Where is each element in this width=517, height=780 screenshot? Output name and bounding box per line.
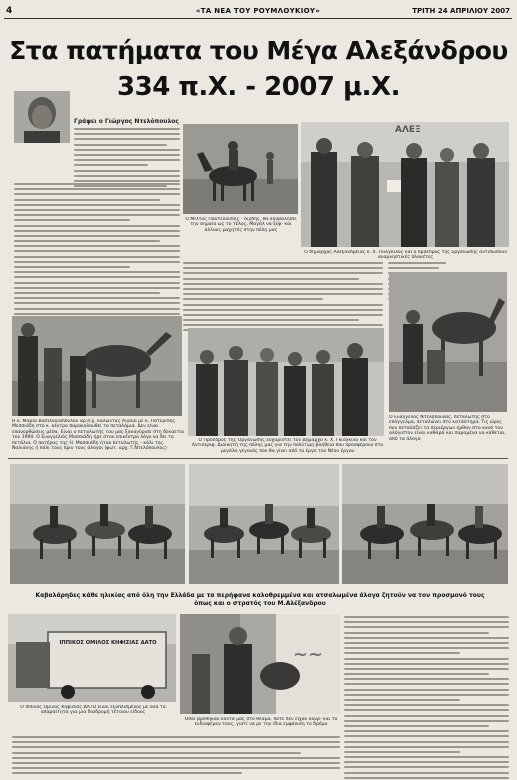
rider-photo-top [183,124,298,214]
intro-text-column [74,128,180,190]
caption-farrier: Ο Ευάγγελος Ντελόπουλος, πεταλωτής στο επάγγελμα, πεταλώνει στο κατάστημα. Τις ώρες που πεταλάζει τα περιέργων ήρθαν στο κανό τον αλόγιστον είναι καθαρά και παραμένα να κάθεται, από τα άλογα [389,415,506,442]
body-text-right-column [344,616,509,780]
author-photo [14,91,70,143]
riders-strip-caption: Καβαλάρηδες κάθε ηλικίας από όλη την Ελλάδα με τα περήφανα καλοθρεμμένα και ατσαλωμένα άλογα ζητούν να τον πρoσμονό τους όπως και ο στρατός του Μ.Αλέξανδρου [35,592,485,607]
caption-rider: Ο Μίλτος Παντελούδης - Λιγδής, θα κουβαλήσει την σημαία ως το τέλος, Μαγάλ να ξεφ- και άλλους μαχητές στην πόλη μας [185,217,297,233]
body-text-left [14,183,180,323]
article-title-line2: 334 π.Χ. - 2007 μ.Χ. [117,72,400,102]
riders-photo-1 [10,464,185,584]
archive-horseshoeing-photo [12,316,182,416]
article-byline: Γράφει ο Γιώργος Ντελόπουλος [74,118,179,125]
caption-plaque: Ο δήμαρχος Αλεξάνδρειας κ. Χ. Γκιόγκιλος και ο πρόεδρος της οργάνωσης αντιδώσουν αναμνηστικές πλακέτες [304,250,507,261]
page-number: 4 [6,6,13,16]
riding-club-truck-photo [8,614,176,702]
spectators-photo [180,614,340,714]
issue-date: ΤΡΙΤΗ 24 ΑΠΡΙΛΙΟΥ 2007 [412,7,510,15]
riders-photo-2 [189,464,339,584]
caption-spectators: Όσοι βρέθηκαν κοντά μας στο θέαμα, ποτέ δεν είχαν κουρ- και το ενδιαφέρον τους, γιατί να με την ίδια εμφάνιση το δρόμο [184,717,338,728]
caption-archive-photo: Η κ. Μαρία Βασίλογιαπούλου αρ.π.χ. καλώντας Αιγαίο με κ. Πατερίδης Μεσσιάδη στο κ. κέντρο παρακολουθεί τα πεταλάμιά. Δεν είναι επανορθώσεις μέσα. Είναι ο πεταλωτής του μας ξαναγύρισε στη δεκαετία του 1990. Ο Ευαγγελιός Μοσσιάδη ήρε στον επικέντρο λόγο να δει τα πετάλια. Ο πατέρας της Η. Μοσσιάδη ήταν πεταλωτής - κάλι της. Ναλιάνης ή πάλι τους πριν τους άλογοι (φωτ. αρχ. Γ.Ντελόπουλος) [12,419,184,452]
body-text-middle [183,262,383,335]
caption-officials: Ο Πρόεδρος της Οργάνωσης ευχαριστεί τον Δήμαρχο κ. Χ. Γκιόγκιλο και τον Αντιπεριφ. Διοικητή της πόλης μας για την πολύτιμη βοήθεια που προσφέρουν στο μεγάλο γεγονός που θα γίνει από το έργο του Νέου έργου [191,438,384,454]
wall-sign-text: ΑΛΕΞ [395,125,421,135]
truck-sign: ΙΠΠΙΚΟΣ ΟΜΙΛΟΣ ΚΗΦΙΣΙΑΣ ΔΑΤΟ [59,640,157,646]
riders-photo-3 [342,464,508,584]
body-text-bottom [12,736,340,778]
newspaper-name: «ΤΑ ΝΕΑ ΤΟΥ ΡΟΥΜΛΟΥΚΙΟΥ» [195,7,321,15]
officials-group-photo [188,328,384,436]
svg-text:~~: ~~ [292,644,324,665]
caption-truck: Ο Ιππικός Όμιλος Κηφισιάς ΔΑΤΟ είναι εξοπλισμένος με όλα τα απαραίτητα για μια διαδρομή τέτοιου είδους [20,705,166,716]
plaque-ceremony-photo [301,122,509,247]
farrier-photo [389,272,507,412]
page-header [4,6,512,19]
article-title-line1: Στα πατήματα του Μέγα Αλεξάνδρου [9,36,508,65]
